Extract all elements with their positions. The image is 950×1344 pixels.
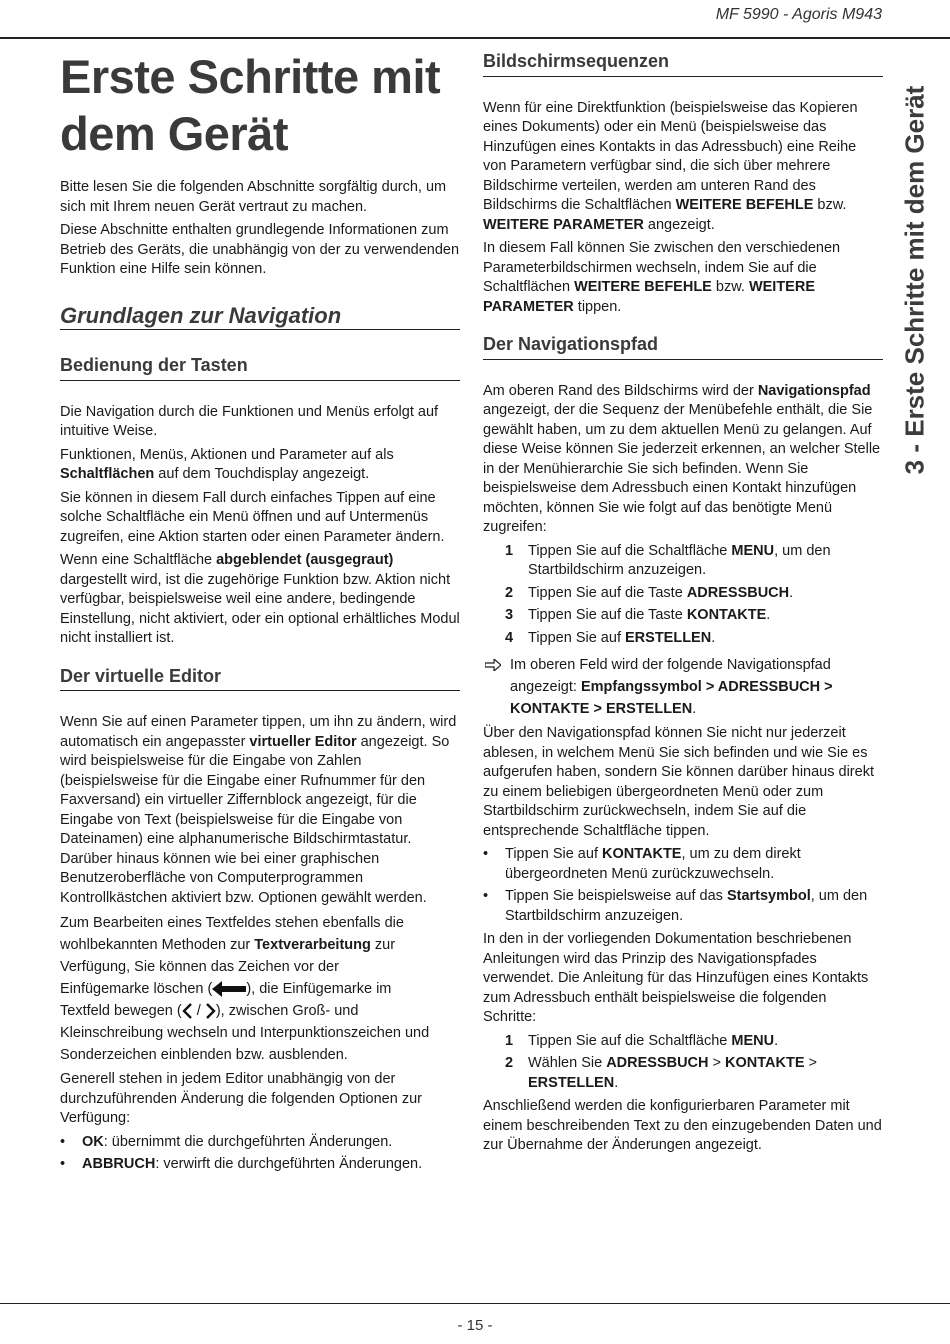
subsection-title-editor: Der virtuelle Editor	[60, 667, 460, 692]
tasten-paragraph-3: Sie können in diesem Fall durch einfaches Tippen auf eine solche Schaltfläche ein Menü öffnen und auf Untermenüs zugreifen, eine Aktion starten oder einen Parameter ändern.	[60, 489, 445, 545]
pfad-paragraph-3: In den in der vorliegenden Dokumentation beschriebenen Anleitungen wird das Prinzip des Navigationspfades verwendet. Die Anleitung für das Hinzufügen eines Kontakts zum Adressbuch enthält beispielsweise die folgenden Schritte:	[483, 931, 869, 1025]
bild-paragraph-1: Wenn für eine Direktfunktion (beispielsweise das Kopieren eines Dokuments) oder ein Menü (beispielsweise das Hinzufügen eines Kontakts in das Adressbuch) eine Reihe von Parametern verfügbar sind, die sich über mehrere Bildschirme verteilen, werden am unteren Rand des Bildschirms die Schaltflächen WEITERE BEFEHLE bzw. WEITERE PARAMETER angezeigt.	[483, 99, 858, 233]
page-number: - 15 -	[457, 1317, 493, 1334]
pfad-steps	[483, 542, 883, 649]
list-item: • OK: übernimmt die durchgeführten Änderungen.	[60, 1133, 393, 1150]
tasten-paragraph-4: Wenn eine Schaltfläche abgeblendet (ausgegraut) dargestellt wird, ist die zugehörige Funktion bzw. Aktion nicht verfügbar, beispielsweise weil eine andere, bedingende Einstellung, nicht aktiviert, oder ein optional erhältliches Modul nicht installiert ist.	[60, 552, 460, 646]
intro-paragraph-2: Diese Abschnitte enthalten grundlegende Informationen zum Betrieb des Geräts, die unabhängig von der zu verwendenden Funktion eine Hilfe sein können.	[60, 222, 460, 277]
editor-paragraph-1: Wenn Sie auf einen Parameter tippen, um ihn zu ändern, wird automatisch ein angepasster virtueller Editor angezeigt. So wird beispielsweise für die Eingabe von Zahlen (beispielsweise für die Eingabe einer Rufnummer für den Faxversand) ein virtueller Ziffernblock angezeigt, für die Eingabe von Text (beispielsweise für die Eingabe von Dateinamen) eine alphanumerische Bildschirmtastatur. Darüber hinaus können wie bei einer graphischen Benutzeroberfläche von Computerprogrammen Kontrollkästchen aktiviert bzw. Optionen gewählt werden.	[60, 714, 457, 906]
list-item: • Tippen Sie auf KONTAKTE, um zu dem direkt übergeordneten Menü zurückzuwechseln.	[483, 846, 801, 882]
header-model: MF 5990 - Agoris M943	[715, 6, 882, 23]
list-item: • ABBRUCH: verwirft die durchgeführten Änderungen.	[60, 1156, 423, 1172]
subsection-title-bildschirm: Bildschirmsequenzen	[483, 52, 883, 77]
result-arrow-icon	[485, 659, 501, 671]
right-column	[483, 52, 883, 1160]
section-title-navigation: Grundlagen zur Navigation	[60, 306, 460, 331]
pfad-bullets	[483, 845, 883, 926]
left-column	[60, 48, 460, 1179]
chapter-side-tab	[895, 60, 935, 500]
editor-paragraph-2: Zum Bearbeiten eines Textfeldes stehen ebenfalls die wohlbekannten Methoden zur Textverarbeitung zur Verfügung, Sie können das Zeichen vor der Einfügemarke löschen ( ), die Einfügemarke im Textfeld bewegen ( / ), zwischen Groß- und Kleinschreibung wechseln und Interpunktionszeichen und Sonderzeichen einblenden bzw. ausblenden.	[60, 915, 430, 1063]
intro-paragraph-1: Bitte lesen Sie die folgenden Abschnitte sorgfältig durch, um sich mit Ihrem neuen Gerät vertraut zu machen.	[60, 179, 447, 215]
pfad-paragraph-1: Am oberen Rand des Bildschirms wird der Navigationspfad angezeigt, der die Sequenz der Menübefehle enthält, die Sie gewählt haben, um zu dem aktuellen Menü zu gelangen. Auf diese Weise können Sie jederzeit erkennen, an welcher Stelle in der Menühierarchie Sie sich befinden. Wenn Sie beispielsweise dem Adressbuch einen Kontakt hinzufügen möchten, können Sie wie folgt auf das benötigte Menü zugreifen:	[483, 382, 881, 535]
editor-paragraph-3: Generell stehen in jedem Editor unabhängig von der durchzuführenden Änderung die folgenden Optionen zur Verfügung:	[60, 1071, 422, 1126]
list-item: 1 Tippen Sie auf die Schaltfläche MENU, um den Startbildschirm anzuzeigen.	[505, 542, 831, 578]
result-note: Im oberen Feld wird der folgende Navigationspfad angezeigt: Empfangssymbol > ADRESSBUCH > KONTAKTE > ERSTELLEN.	[483, 654, 883, 720]
list-item: 3 Tippen Sie auf die Taste KONTAKTE.	[505, 607, 771, 623]
pfad-paragraph-4: Anschließend werden die konfigurierbaren Parameter mit einem beschreibenden Text zu den einzugebenden Daten und zur Übernahme der Änderungen angezeigt.	[483, 1098, 882, 1153]
pfad-paragraph-2: Über den Navigationspfad können Sie nicht nur jederzeit ablesen, in welchem Menü Sie sich befinden und wie Sie es aufgerufen haben, sondern Sie können darüber hinaus direkt zu einem beliebigen übergeordneten Menü oder zum Startbildschirm zurückwechseln, indem Sie auf die entsprechende Schaltfläche tippen.	[483, 725, 874, 839]
list-item: 2 Tippen Sie auf die Taste ADRESSBUCH.	[505, 584, 794, 601]
editor-options-list	[60, 1133, 460, 1175]
chapter-side-tab-label: 3 - Erste Schritte mit dem Gerät	[899, 85, 930, 475]
header-rule	[0, 37, 950, 39]
tasten-paragraph-2: Funktionen, Menüs, Aktionen und Parameter auf als Schaltflächen auf dem Touchdisplay angezeigt.	[60, 446, 394, 482]
list-item: 2 Wählen Sie ADRESSBUCH > KONTAKTE > ERSTELLEN.	[505, 1055, 818, 1091]
cursor-left-icon	[182, 1003, 193, 1019]
list-item: 4 Tippen Sie auf ERSTELLEN.	[505, 629, 716, 646]
page-title	[60, 48, 460, 162]
list-item: 1 Tippen Sie auf die Schaltfläche MENU.	[505, 1032, 779, 1049]
footer-rule	[0, 1303, 950, 1304]
page-title-line1: Erste Schritte mit	[60, 50, 441, 103]
subsection-title-tasten: Bedienung der Tasten	[60, 356, 460, 381]
backspace-arrow-icon	[212, 981, 246, 997]
page-title-line2: dem Gerät	[60, 107, 288, 160]
pfad-steps-2	[483, 1032, 883, 1094]
tasten-paragraph-1: Die Navigation durch die Funktionen und Menüs erfolgt auf intuitive Weise.	[60, 403, 439, 439]
list-item: • Tippen Sie beispielsweise auf das Startsymbol, um den Startbildschirm anzuzeigen.	[483, 888, 868, 924]
cursor-right-icon	[205, 1003, 216, 1019]
subsection-title-navigationspfad: Der Navigationspfad	[483, 335, 883, 360]
bild-paragraph-2: In diesem Fall können Sie zwischen den verschiedenen Parameterbildschirmen wechseln, indem Sie auf die Schaltflächen WEITERE BEFEHLE bzw. WEITERE PARAMETER tippen.	[483, 240, 841, 315]
